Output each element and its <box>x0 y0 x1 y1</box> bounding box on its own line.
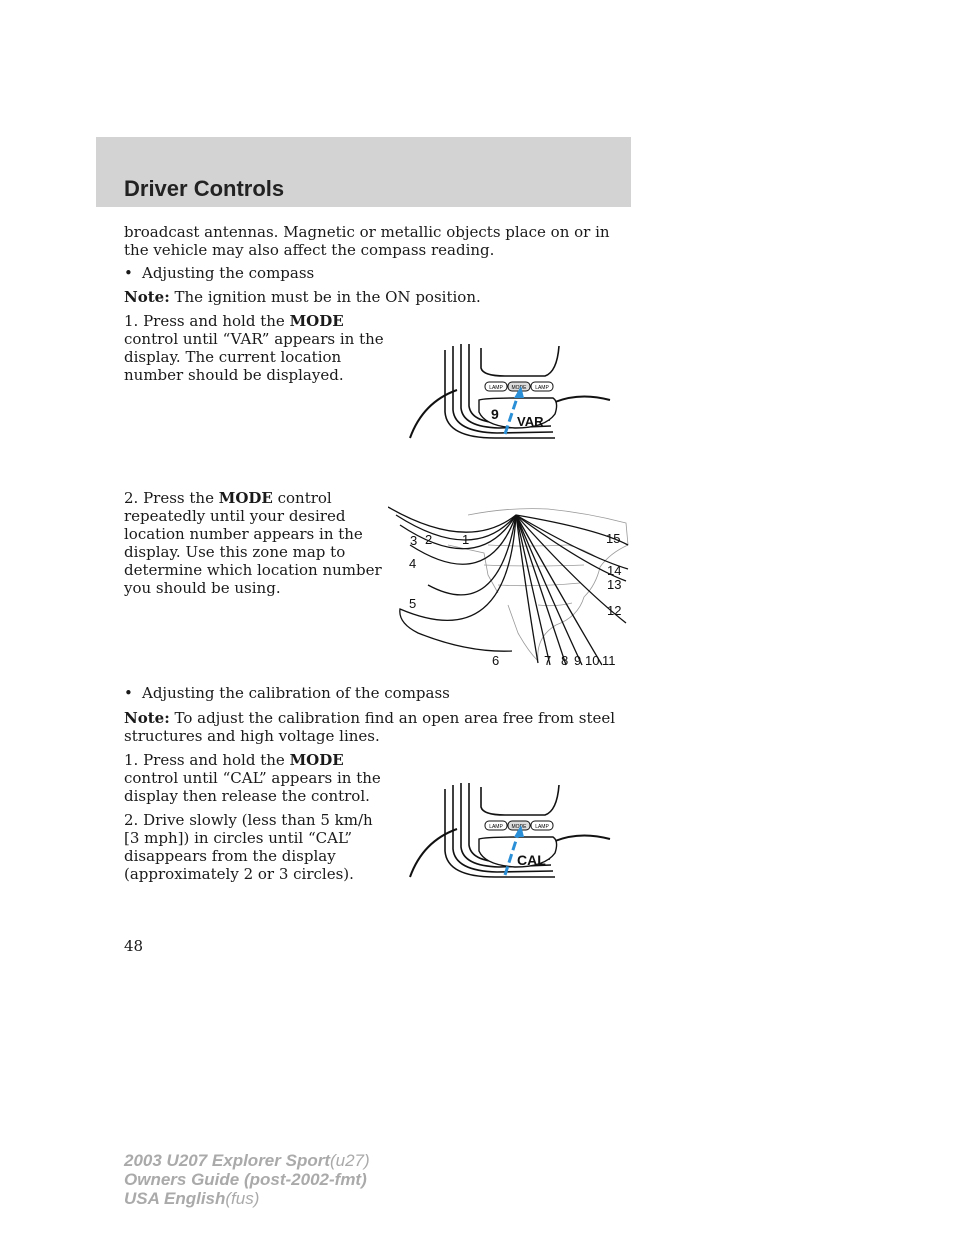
cal-text: CAL <box>517 852 546 868</box>
bullet-adjusting-compass: • Adjusting the compass <box>124 264 315 282</box>
zone-label-1: 1 <box>462 532 470 547</box>
lamp-left-label: LAMP <box>489 824 503 830</box>
var-display-illustration <box>405 342 615 444</box>
zone-label-15: 15 <box>606 531 621 546</box>
lamp-right-label: LAMP <box>535 385 549 391</box>
zone-label-11: 11 <box>602 653 616 668</box>
cal-step-2: 2. Drive slowly (less than 5 km/h [3 mph]) in circles until “CAL” disappears from the display (approximately 2 or 3 circles). <box>124 811 373 883</box>
note-ignition: Note: The ignition must be in the ON position. <box>124 288 481 306</box>
footer <box>124 1151 370 1208</box>
bullet-icon: • <box>124 684 133 702</box>
zone-label-14: 14 <box>607 563 622 578</box>
bullet-icon: • <box>124 264 133 282</box>
zone-label-13: 13 <box>607 577 622 592</box>
bullet-calibration: • Adjusting the calibration of the compass <box>124 684 450 702</box>
mode-label: MODE <box>511 824 527 830</box>
step-2-zone: 2. Press the MODE control repeatedly until your desired location number appears in the display. Use this zone map to determine which location number you should be using. <box>124 489 382 597</box>
cal-display-illustration <box>405 783 615 883</box>
intro-paragraph: broadcast antennas. Magnetic or metallic objects place on or in the vehicle may also affect the compass reading. <box>124 223 610 259</box>
lamp-right-label: LAMP <box>535 824 549 830</box>
zone-map-illustration <box>388 505 631 670</box>
zone-label-7: 7 <box>544 653 552 668</box>
zone-label-5: 5 <box>409 596 417 611</box>
page-number: 48 <box>124 937 144 955</box>
zone-label-6: 6 <box>492 653 500 668</box>
footer-line-2: Owners Guide (post-2002-fmt) <box>124 1170 367 1189</box>
mode-label: MODE <box>511 385 527 391</box>
note-calibration: Note: To adjust the calibration find an open area free from steel structures and high voltage lines. <box>124 709 616 745</box>
footer-line-1: 2003 U207 Explorer Sport(u27) <box>124 1151 370 1170</box>
zone-label-8: 8 <box>561 653 569 668</box>
zone-label-3: 3 <box>410 533 418 548</box>
zone-label-4: 4 <box>409 556 417 571</box>
lamp-left-label: LAMP <box>489 385 503 391</box>
footer-line-3: USA English(fus) <box>124 1189 260 1208</box>
zone-number: 9 <box>491 406 499 422</box>
zone-label-2: 2 <box>425 532 433 547</box>
var-text: VAR <box>517 414 544 429</box>
zone-lines <box>388 507 628 665</box>
section-title: Driver Controls <box>124 176 285 201</box>
cal-step-1: 1. Press and hold the MODE control until “CAL” appears in the display then release the control. <box>124 751 381 805</box>
zone-label-10: 10 <box>585 653 600 668</box>
zone-label-9: 9 <box>574 653 582 668</box>
step-1-var: 1. Press and hold the MODE control until “VAR” appears in the display. The current location number should be displayed. <box>124 312 384 384</box>
zone-label-12: 12 <box>607 603 622 618</box>
